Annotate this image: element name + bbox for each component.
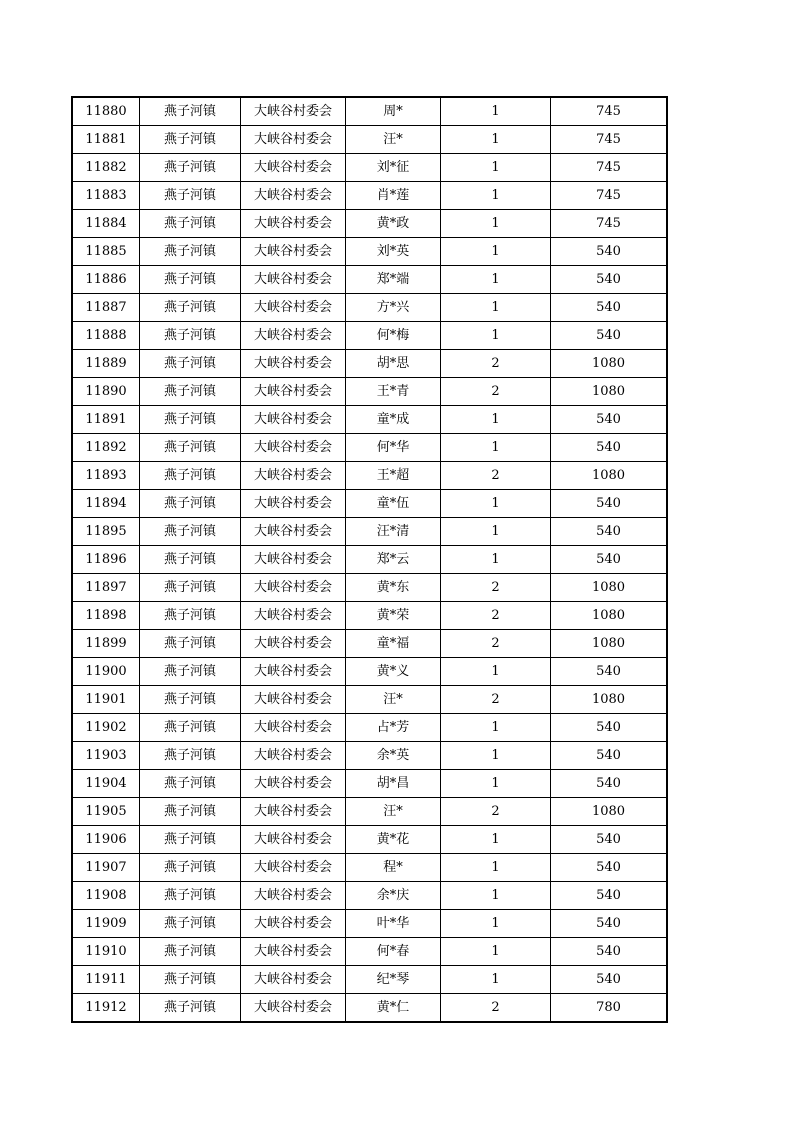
cell-person-count: 1 (441, 97, 551, 126)
table-row (72, 938, 667, 966)
cell-person-name: 童*伍 (346, 490, 441, 518)
subsidy-roster-table (71, 96, 668, 1023)
cell-person-name: 黄*义 (346, 658, 441, 686)
cell-amount: 540 (551, 854, 668, 882)
cell-village-committee: 大峡谷村委会 (241, 658, 346, 686)
cell-person-count: 2 (441, 350, 551, 378)
cell-amount: 745 (551, 154, 668, 182)
cell-village-committee: 大峡谷村委会 (241, 126, 346, 154)
cell-amount: 540 (551, 518, 668, 546)
cell-amount: 540 (551, 938, 668, 966)
cell-person-count: 2 (441, 462, 551, 490)
table-row (72, 294, 667, 322)
cell-amount: 780 (551, 994, 668, 1023)
cell-town: 燕子河镇 (140, 910, 241, 938)
cell-serial-number: 11901 (72, 686, 140, 714)
cell-town: 燕子河镇 (140, 266, 241, 294)
cell-person-name: 黄*政 (346, 210, 441, 238)
cell-village-committee: 大峡谷村委会 (241, 406, 346, 434)
cell-serial-number: 11892 (72, 434, 140, 462)
table-row (72, 966, 667, 994)
cell-village-committee: 大峡谷村委会 (241, 434, 346, 462)
cell-town: 燕子河镇 (140, 322, 241, 350)
table-row (72, 686, 667, 714)
table-row (72, 714, 667, 742)
cell-person-count: 1 (441, 322, 551, 350)
cell-amount: 540 (551, 434, 668, 462)
cell-town: 燕子河镇 (140, 546, 241, 574)
table-row (72, 154, 667, 182)
cell-amount: 540 (551, 770, 668, 798)
table-row (72, 126, 667, 154)
cell-village-committee: 大峡谷村委会 (241, 490, 346, 518)
cell-village-committee: 大峡谷村委会 (241, 602, 346, 630)
cell-person-name: 周* (346, 97, 441, 126)
cell-amount: 1080 (551, 350, 668, 378)
cell-village-committee: 大峡谷村委会 (241, 826, 346, 854)
cell-amount: 540 (551, 490, 668, 518)
cell-person-name: 童*福 (346, 630, 441, 658)
cell-serial-number: 11882 (72, 154, 140, 182)
cell-person-name: 汪* (346, 798, 441, 826)
cell-amount: 1080 (551, 602, 668, 630)
cell-town: 燕子河镇 (140, 742, 241, 770)
cell-amount: 540 (551, 882, 668, 910)
cell-person-name: 程* (346, 854, 441, 882)
cell-person-name: 汪* (346, 126, 441, 154)
cell-amount: 1080 (551, 574, 668, 602)
cell-town: 燕子河镇 (140, 462, 241, 490)
cell-person-name: 童*成 (346, 406, 441, 434)
cell-village-committee: 大峡谷村委会 (241, 322, 346, 350)
cell-person-name: 郑*端 (346, 266, 441, 294)
cell-town: 燕子河镇 (140, 518, 241, 546)
cell-person-name: 何*华 (346, 434, 441, 462)
cell-amount: 1080 (551, 462, 668, 490)
cell-village-committee: 大峡谷村委会 (241, 882, 346, 910)
cell-serial-number: 11888 (72, 322, 140, 350)
cell-town: 燕子河镇 (140, 938, 241, 966)
cell-town: 燕子河镇 (140, 826, 241, 854)
cell-serial-number: 11887 (72, 294, 140, 322)
cell-person-count: 1 (441, 770, 551, 798)
table-row (72, 518, 667, 546)
cell-town: 燕子河镇 (140, 210, 241, 238)
cell-town: 燕子河镇 (140, 882, 241, 910)
cell-serial-number: 11898 (72, 602, 140, 630)
table-row (72, 574, 667, 602)
cell-serial-number: 11902 (72, 714, 140, 742)
cell-person-name: 刘*征 (346, 154, 441, 182)
cell-serial-number: 11900 (72, 658, 140, 686)
table-row (72, 210, 667, 238)
cell-village-committee: 大峡谷村委会 (241, 518, 346, 546)
cell-amount: 540 (551, 238, 668, 266)
table-row (72, 826, 667, 854)
cell-town: 燕子河镇 (140, 854, 241, 882)
cell-town: 燕子河镇 (140, 686, 241, 714)
cell-person-name: 方*兴 (346, 294, 441, 322)
cell-serial-number: 11891 (72, 406, 140, 434)
cell-person-count: 2 (441, 630, 551, 658)
cell-town: 燕子河镇 (140, 154, 241, 182)
cell-serial-number: 11905 (72, 798, 140, 826)
cell-serial-number: 11896 (72, 546, 140, 574)
cell-person-count: 1 (441, 714, 551, 742)
table-row (72, 490, 667, 518)
table-row (72, 97, 667, 126)
table-row (72, 350, 667, 378)
cell-person-name: 汪* (346, 686, 441, 714)
cell-village-committee: 大峡谷村委会 (241, 630, 346, 658)
roster-body (72, 97, 667, 1022)
cell-person-count: 1 (441, 490, 551, 518)
cell-person-count: 1 (441, 434, 551, 462)
cell-village-committee: 大峡谷村委会 (241, 798, 346, 826)
cell-amount: 1080 (551, 378, 668, 406)
cell-person-name: 肖*莲 (346, 182, 441, 210)
cell-town: 燕子河镇 (140, 994, 241, 1023)
cell-serial-number: 11899 (72, 630, 140, 658)
cell-person-count: 1 (441, 154, 551, 182)
cell-person-name: 何*梅 (346, 322, 441, 350)
cell-amount: 745 (551, 182, 668, 210)
cell-amount: 540 (551, 406, 668, 434)
table-row (72, 854, 667, 882)
cell-town: 燕子河镇 (140, 574, 241, 602)
table-row (72, 378, 667, 406)
cell-amount: 540 (551, 714, 668, 742)
cell-person-count: 2 (441, 798, 551, 826)
cell-village-committee: 大峡谷村委会 (241, 966, 346, 994)
cell-person-count: 1 (441, 882, 551, 910)
cell-serial-number: 11907 (72, 854, 140, 882)
table-row (72, 630, 667, 658)
cell-village-committee: 大峡谷村委会 (241, 97, 346, 126)
cell-serial-number: 11883 (72, 182, 140, 210)
cell-amount: 540 (551, 966, 668, 994)
cell-person-count: 1 (441, 518, 551, 546)
table-row (72, 266, 667, 294)
cell-person-count: 1 (441, 854, 551, 882)
cell-town: 燕子河镇 (140, 966, 241, 994)
cell-person-count: 1 (441, 266, 551, 294)
cell-village-committee: 大峡谷村委会 (241, 742, 346, 770)
table-row (72, 546, 667, 574)
cell-person-name: 何*春 (346, 938, 441, 966)
cell-town: 燕子河镇 (140, 434, 241, 462)
cell-person-count: 1 (441, 406, 551, 434)
cell-village-committee: 大峡谷村委会 (241, 994, 346, 1023)
cell-amount: 1080 (551, 630, 668, 658)
cell-amount: 1080 (551, 798, 668, 826)
cell-person-name: 黄*东 (346, 574, 441, 602)
cell-village-committee: 大峡谷村委会 (241, 266, 346, 294)
cell-amount: 540 (551, 322, 668, 350)
cell-amount: 745 (551, 97, 668, 126)
cell-serial-number: 11880 (72, 97, 140, 126)
cell-village-committee: 大峡谷村委会 (241, 350, 346, 378)
cell-town: 燕子河镇 (140, 378, 241, 406)
cell-serial-number: 11903 (72, 742, 140, 770)
cell-person-count: 2 (441, 574, 551, 602)
cell-village-committee: 大峡谷村委会 (241, 210, 346, 238)
cell-town: 燕子河镇 (140, 238, 241, 266)
cell-serial-number: 11910 (72, 938, 140, 966)
cell-serial-number: 11909 (72, 910, 140, 938)
cell-town: 燕子河镇 (140, 798, 241, 826)
table-row (72, 994, 667, 1023)
table-row (72, 434, 667, 462)
cell-village-committee: 大峡谷村委会 (241, 714, 346, 742)
cell-village-committee: 大峡谷村委会 (241, 574, 346, 602)
cell-town: 燕子河镇 (140, 126, 241, 154)
cell-town: 燕子河镇 (140, 294, 241, 322)
cell-village-committee: 大峡谷村委会 (241, 378, 346, 406)
cell-village-committee: 大峡谷村委会 (241, 182, 346, 210)
cell-person-name: 黄*仁 (346, 994, 441, 1023)
cell-person-count: 1 (441, 126, 551, 154)
cell-amount: 540 (551, 266, 668, 294)
cell-serial-number: 11912 (72, 994, 140, 1023)
cell-serial-number: 11890 (72, 378, 140, 406)
table-row (72, 658, 667, 686)
cell-serial-number: 11881 (72, 126, 140, 154)
cell-amount: 540 (551, 658, 668, 686)
table-row (72, 910, 667, 938)
cell-town: 燕子河镇 (140, 714, 241, 742)
cell-village-committee: 大峡谷村委会 (241, 938, 346, 966)
cell-town: 燕子河镇 (140, 658, 241, 686)
cell-person-count: 1 (441, 182, 551, 210)
cell-person-name: 余*庆 (346, 882, 441, 910)
cell-person-name: 纪*琴 (346, 966, 441, 994)
cell-person-name: 郑*云 (346, 546, 441, 574)
cell-person-count: 1 (441, 742, 551, 770)
cell-serial-number: 11893 (72, 462, 140, 490)
cell-serial-number: 11906 (72, 826, 140, 854)
cell-serial-number: 11908 (72, 882, 140, 910)
cell-town: 燕子河镇 (140, 490, 241, 518)
table-row (72, 798, 667, 826)
cell-person-name: 黄*荣 (346, 602, 441, 630)
table-row (72, 238, 667, 266)
cell-serial-number: 11897 (72, 574, 140, 602)
cell-person-count: 1 (441, 826, 551, 854)
cell-amount: 540 (551, 742, 668, 770)
cell-amount: 745 (551, 210, 668, 238)
cell-village-committee: 大峡谷村委会 (241, 854, 346, 882)
cell-person-count: 1 (441, 210, 551, 238)
cell-amount: 540 (551, 546, 668, 574)
cell-person-count: 2 (441, 994, 551, 1023)
cell-person-count: 2 (441, 378, 551, 406)
cell-serial-number: 11884 (72, 210, 140, 238)
cell-person-name: 王*青 (346, 378, 441, 406)
table-row (72, 462, 667, 490)
cell-village-committee: 大峡谷村委会 (241, 686, 346, 714)
cell-person-name: 胡*昌 (346, 770, 441, 798)
cell-person-name: 胡*思 (346, 350, 441, 378)
table-row (72, 770, 667, 798)
cell-person-name: 余*英 (346, 742, 441, 770)
cell-town: 燕子河镇 (140, 97, 241, 126)
table-row (72, 882, 667, 910)
cell-person-name: 叶*华 (346, 910, 441, 938)
cell-town: 燕子河镇 (140, 602, 241, 630)
cell-person-count: 1 (441, 658, 551, 686)
cell-person-name: 王*超 (346, 462, 441, 490)
cell-village-committee: 大峡谷村委会 (241, 238, 346, 266)
table-row (72, 322, 667, 350)
table-row (72, 406, 667, 434)
cell-village-committee: 大峡谷村委会 (241, 154, 346, 182)
cell-amount: 540 (551, 910, 668, 938)
cell-amount: 540 (551, 294, 668, 322)
table-row (72, 182, 667, 210)
cell-town: 燕子河镇 (140, 182, 241, 210)
cell-serial-number: 11895 (72, 518, 140, 546)
cell-person-count: 1 (441, 294, 551, 322)
cell-person-name: 汪*清 (346, 518, 441, 546)
cell-person-count: 1 (441, 966, 551, 994)
cell-serial-number: 11885 (72, 238, 140, 266)
cell-town: 燕子河镇 (140, 350, 241, 378)
cell-serial-number: 11889 (72, 350, 140, 378)
cell-person-count: 1 (441, 546, 551, 574)
cell-amount: 745 (551, 126, 668, 154)
cell-person-name: 黄*花 (346, 826, 441, 854)
cell-person-count: 2 (441, 686, 551, 714)
cell-person-name: 占*芳 (346, 714, 441, 742)
cell-village-committee: 大峡谷村委会 (241, 462, 346, 490)
cell-town: 燕子河镇 (140, 630, 241, 658)
cell-person-name: 刘*英 (346, 238, 441, 266)
cell-serial-number: 11911 (72, 966, 140, 994)
cell-serial-number: 11904 (72, 770, 140, 798)
cell-serial-number: 11886 (72, 266, 140, 294)
cell-village-committee: 大峡谷村委会 (241, 546, 346, 574)
table-row (72, 602, 667, 630)
cell-person-count: 1 (441, 238, 551, 266)
cell-town: 燕子河镇 (140, 770, 241, 798)
cell-person-count: 1 (441, 910, 551, 938)
cell-village-committee: 大峡谷村委会 (241, 294, 346, 322)
cell-town: 燕子河镇 (140, 406, 241, 434)
cell-village-committee: 大峡谷村委会 (241, 910, 346, 938)
cell-amount: 1080 (551, 686, 668, 714)
cell-amount: 540 (551, 826, 668, 854)
cell-village-committee: 大峡谷村委会 (241, 770, 346, 798)
cell-person-count: 2 (441, 602, 551, 630)
cell-serial-number: 11894 (72, 490, 140, 518)
table-row (72, 742, 667, 770)
cell-person-count: 1 (441, 938, 551, 966)
